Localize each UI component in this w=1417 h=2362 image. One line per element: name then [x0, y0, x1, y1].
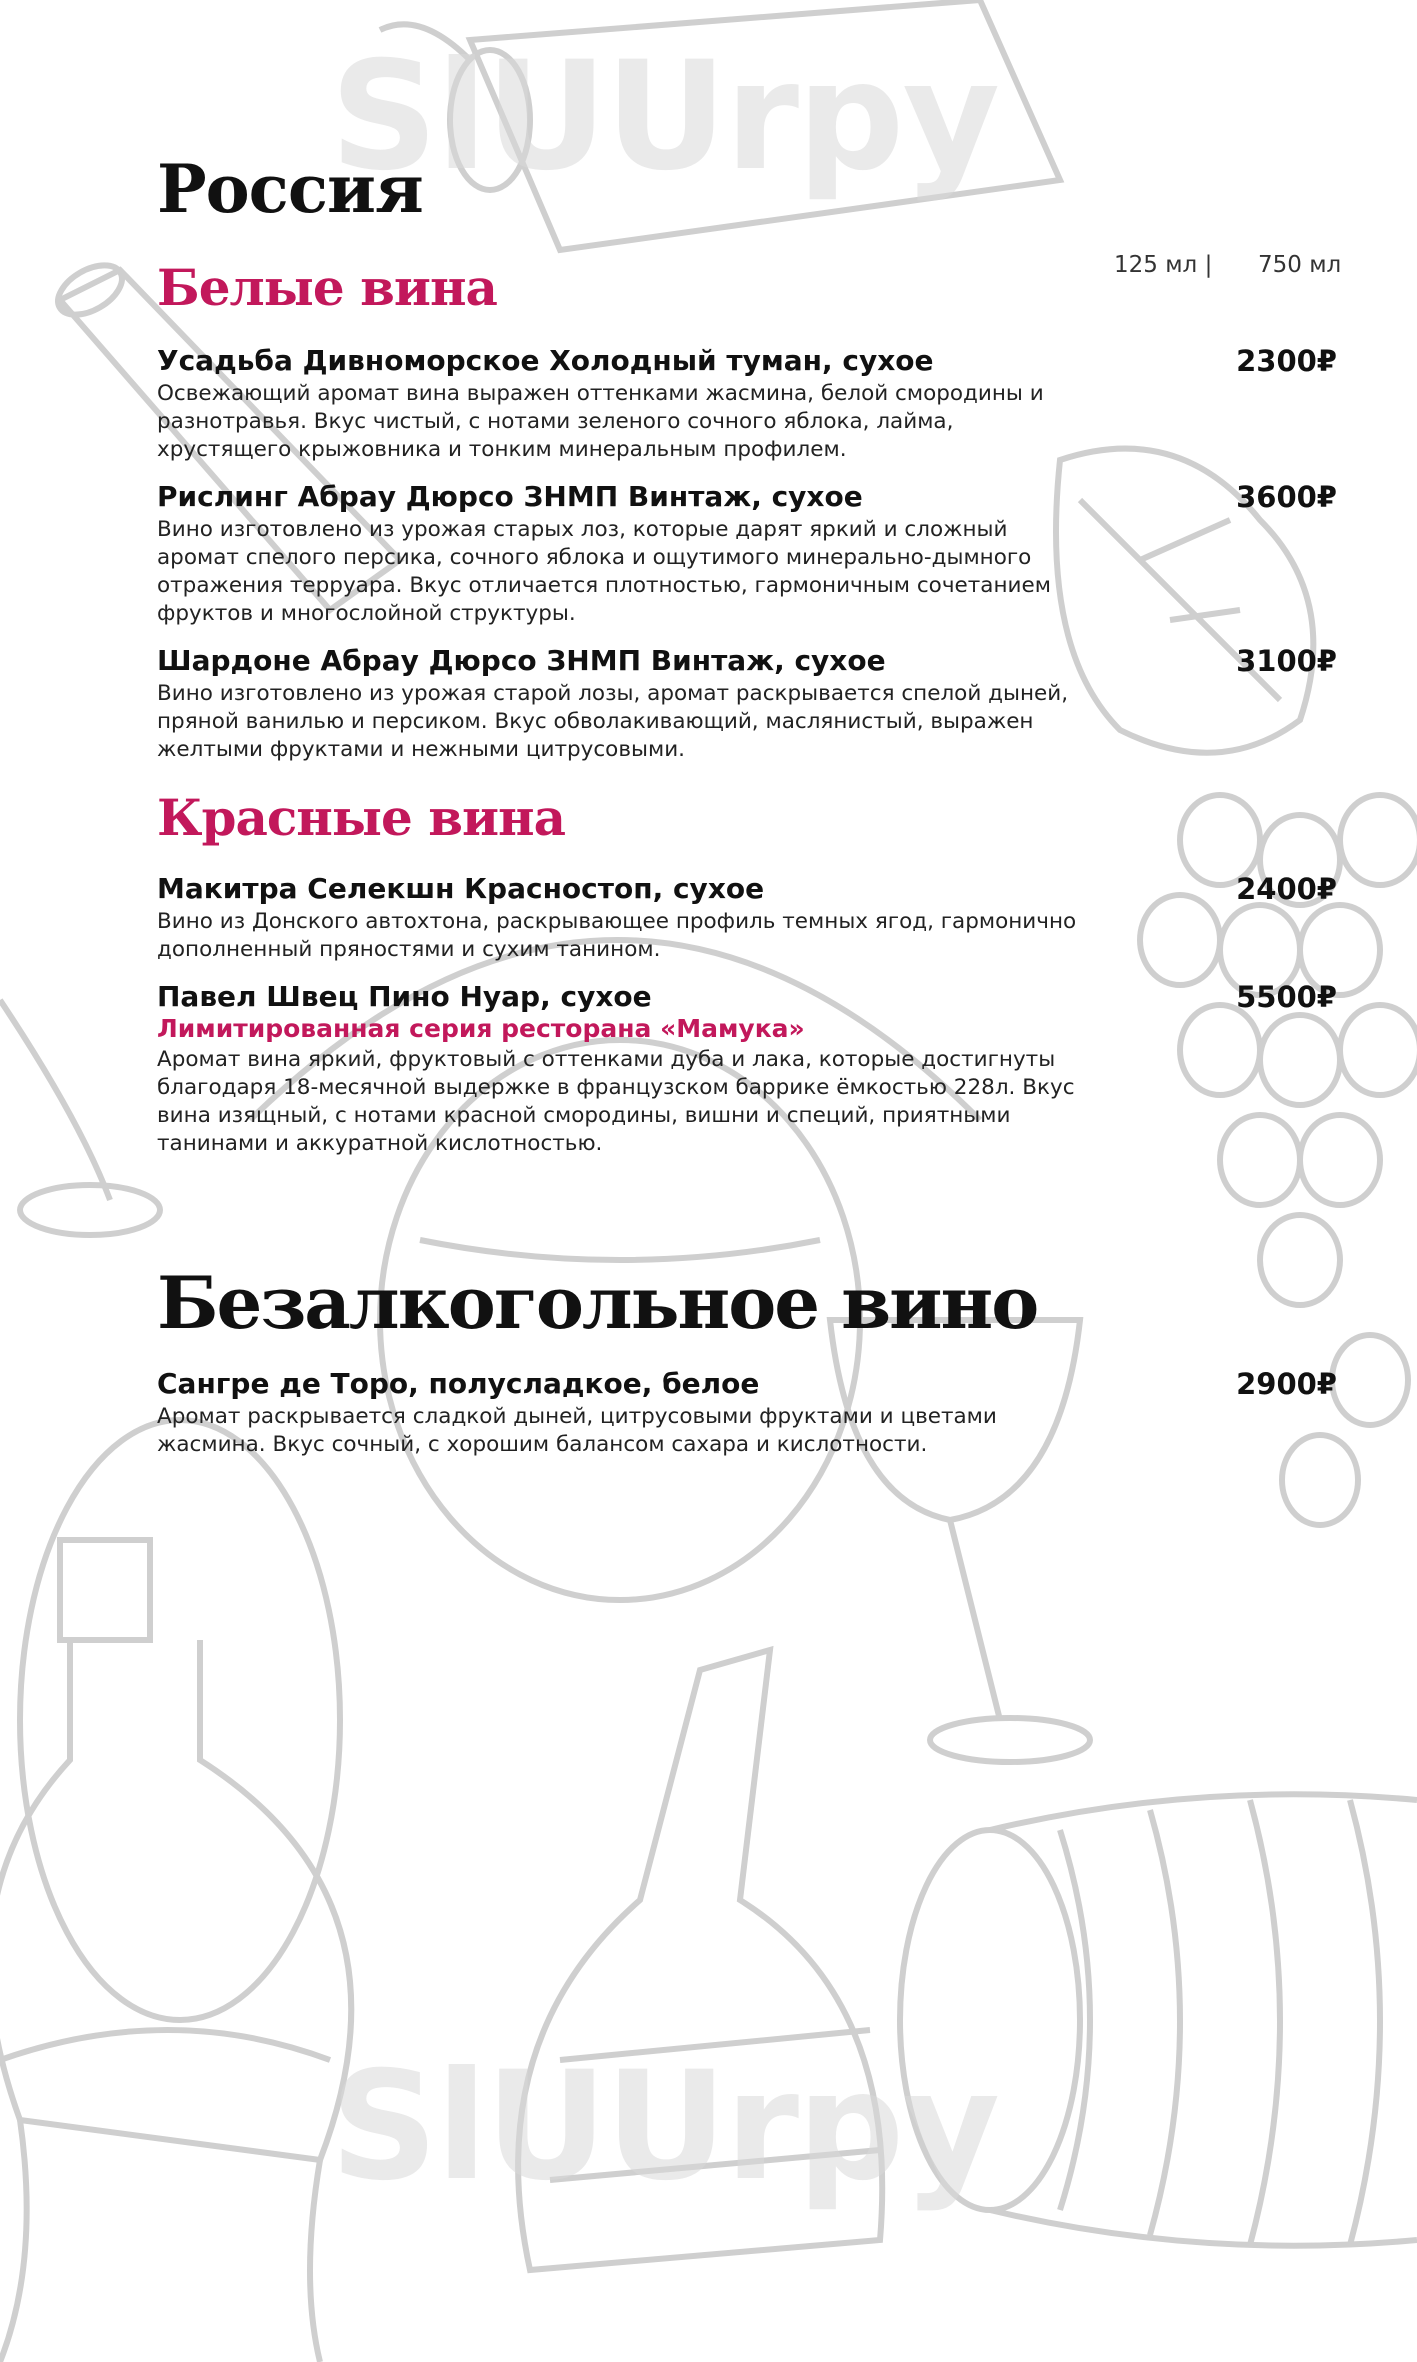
item-name: Макитра Селекшн Красностоп, сухое [157, 872, 765, 905]
item-description: Освежающий аромат вина выражен оттенками жасмина, белой смородины и разнотравья. Вкус чистый, с нотами зеленого сочного яблока, лайма, хрустящего крыжовника и тонким минеральным профилем. [157, 381, 1044, 462]
volume-label-small: 125 мл | [1114, 252, 1213, 278]
item-description: Аромат вина яркий, фруктовый с оттенками дуба и лака, которые достигнуты благодаря 18-месячной выдержке в французском баррике ёмкостью 228л. Вкус вина изящный, с нотами красной смородины, вишни и специй, приятными танинами и аккуратной кислотностью. [157, 1047, 1075, 1156]
item-name: Рислинг Абрау Дюрсо ЗНМП Винтаж, сухое [157, 480, 863, 513]
section-title-red-wines: Красные вина [157, 788, 566, 847]
menu-item [157, 872, 1337, 964]
item-price: 3600₽ [1236, 480, 1337, 514]
page-title: Россия [157, 150, 423, 228]
item-price: 2900₽ [1236, 1367, 1337, 1401]
item-note: Лимитированная серия ресторана «Мамука» [157, 1014, 805, 1043]
item-description: Аромат раскрывается сладкой дыней, цитрусовыми фруктами и цветами жасмина. Вкус сочный, с хорошим балансом сахара и кислотности. [157, 1404, 997, 1457]
item-price: 2400₽ [1236, 872, 1337, 906]
item-name: Шардоне Абрау Дюрсо ЗНМП Винтаж, сухое [157, 644, 886, 677]
menu-item [157, 1367, 1337, 1459]
item-description: Вино изготовлено из урожая старой лозы, аромат раскрывается спелой дыней, пряной ванилью и персиком. Вкус обволакивающий, маслянистый, выражен желтыми фруктами и нежными цитрусовыми. [157, 681, 1069, 762]
menu-item [157, 980, 1337, 1158]
item-description: Вино изготовлено из урожая старых лоз, которые дарят яркий и сложный аромат спелого персика, сочного яблока и ощутимого минерально-дымного отражения терруара. Вкус отличается плотностью, гармоничным сочетанием фруктов и многослойной структуры. [157, 517, 1051, 626]
item-name: Сангре де Торо, полусладкое, белое [157, 1367, 760, 1400]
menu-item [157, 480, 1337, 628]
menu-item [157, 644, 1337, 764]
item-name: Усадьба Дивноморское Холодный туман, сухое [157, 344, 934, 377]
watermark-top: SlUUrpy [330, 30, 999, 204]
item-name: Павел Швец Пино Нуар, сухое [157, 980, 652, 1013]
watermark-bottom: SlUUrpy [330, 2040, 999, 2214]
item-price: 5500₽ [1236, 980, 1337, 1014]
menu-item [157, 344, 1337, 464]
item-description: Вино из Донского автохтона, раскрывающее профиль темных ягод, гармонично дополненный пряностями и сухим танином. [157, 909, 1077, 962]
section-title-white-wines: Белые вина [157, 258, 497, 317]
item-price: 3100₽ [1236, 644, 1337, 678]
volume-label-large: 750 мл [1258, 252, 1342, 278]
section-title-non-alcoholic-wine: Безалкогольное вино [157, 1260, 1038, 1345]
item-price: 2300₽ [1236, 344, 1337, 378]
